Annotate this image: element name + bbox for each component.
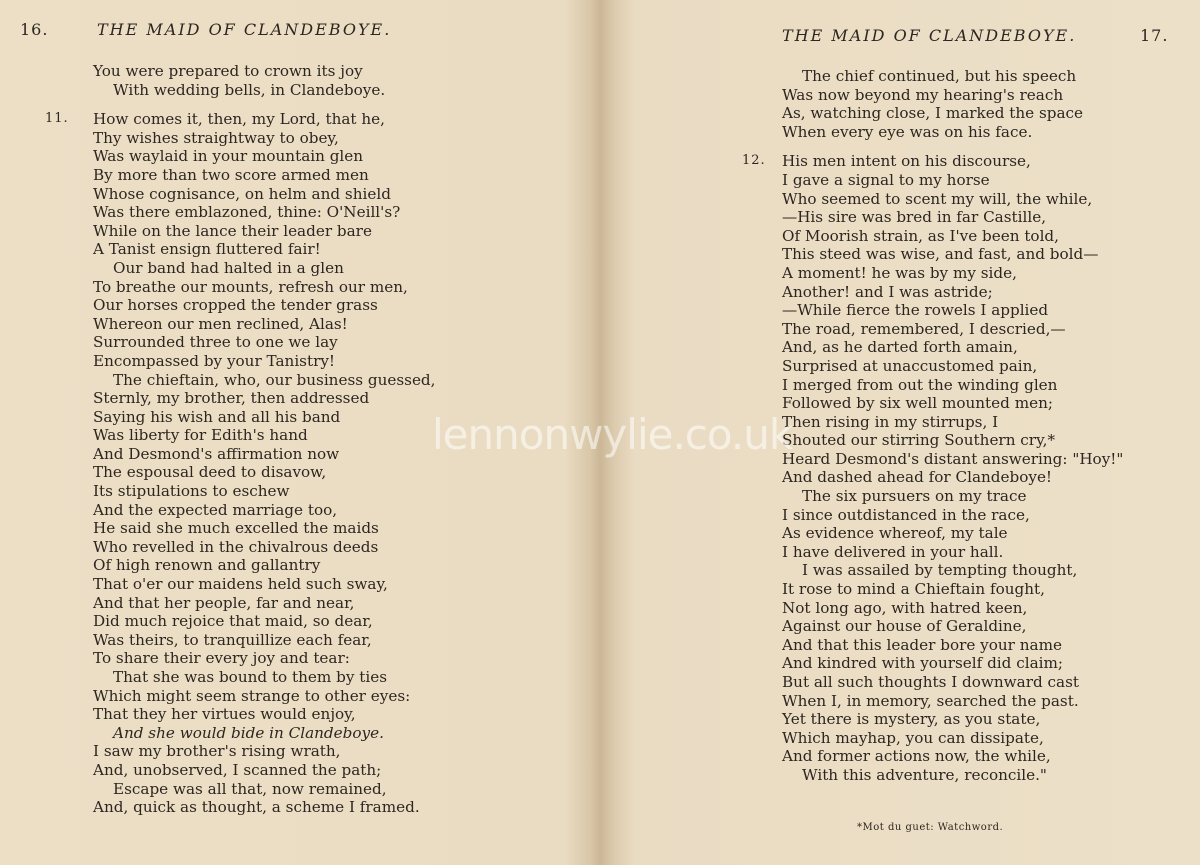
verse-text: Was waylaid in your mountain glen xyxy=(93,147,364,166)
verse-text: Surprised at unaccustomed pain, xyxy=(782,356,1038,375)
verse-line xyxy=(93,259,435,278)
verse-line xyxy=(782,208,1123,227)
verse-line xyxy=(93,426,435,445)
verse-text: Whose cognisance, on helm and shield xyxy=(93,184,391,203)
verse-text: Our band had halted in a glen xyxy=(113,258,344,277)
verse-line xyxy=(93,352,435,371)
verse-line xyxy=(782,86,1123,105)
verse-text: Then rising in my stirrups, I xyxy=(782,412,999,431)
verse-line xyxy=(782,413,1123,432)
verse-line xyxy=(782,431,1123,450)
verse-line xyxy=(93,296,435,315)
verse-line xyxy=(93,408,435,427)
verse-line xyxy=(93,129,435,148)
verse-line xyxy=(782,357,1123,376)
verse-text: Surrounded three to one we lay xyxy=(93,333,338,352)
verse-line xyxy=(782,710,1123,729)
verse-line xyxy=(93,240,435,259)
verse-line xyxy=(93,222,435,241)
verse-text: You were prepared to crown its joy xyxy=(93,62,363,80)
verse-text: Heard Desmond's distant answering: "Hoy!" xyxy=(782,449,1124,468)
running-head: THE MAID OF CLANDEBOYE. xyxy=(782,26,1077,45)
verse-line xyxy=(93,724,435,743)
verse-text: That they her virtues would enjoy, xyxy=(93,705,356,724)
verse-text: Escape was all that, now remained, xyxy=(113,779,387,798)
verse-line xyxy=(93,203,435,222)
verse-text: A moment! he was by my side, xyxy=(782,263,1017,282)
verse-line xyxy=(93,333,435,352)
verse-text: With this adventure, reconcile." xyxy=(802,765,1047,784)
verse-text: That o'er our maidens held such sway, xyxy=(93,575,388,594)
verse-line xyxy=(782,227,1123,246)
verse-line xyxy=(782,283,1123,302)
verse-text: Who revelled in the chivalrous deeds xyxy=(93,537,379,556)
verse-text: Not long ago, with hatred keen, xyxy=(782,598,1028,617)
verse-line xyxy=(93,147,435,166)
verse-text: As evidence whereof, my tale xyxy=(782,524,1008,543)
verse-text: Followed by six well mounted men; xyxy=(782,394,1053,413)
verse-text: By more than two score armed men xyxy=(93,165,369,184)
verse-text: Was now beyond my hearing's reach xyxy=(782,85,1064,104)
verse-line xyxy=(782,543,1123,562)
verse-text: Yet there is mystery, as you state, xyxy=(782,710,1041,729)
verse-line xyxy=(782,190,1123,209)
verse-text: I merged from out the winding glen xyxy=(782,375,1058,394)
verse-line xyxy=(93,463,435,482)
verse-text: The six pursuers on my trace xyxy=(802,487,1027,506)
verse-text: The chieftain, who, our business guessed, xyxy=(113,370,436,389)
stanza-number: 12. xyxy=(742,153,766,169)
verse-text: Shouted our stirring Southern cry,* xyxy=(782,431,1056,450)
verse-text: I saw my brother's rising wrath, xyxy=(93,742,341,761)
verse-text: —While fierce the rowels I applied xyxy=(782,301,1049,320)
verse-text: To breathe our mounts, refresh our men, xyxy=(93,277,408,296)
verse-line xyxy=(782,599,1123,618)
verse-text: That she was bound to them by ties xyxy=(113,668,387,686)
verse-text: Of high renown and gallantry xyxy=(93,556,321,575)
verse-text: And the expected marriage too, xyxy=(93,500,338,519)
running-head: THE MAID OF CLANDEBOYE. xyxy=(97,20,392,39)
verse-text: To share their every joy and tear: xyxy=(93,649,350,668)
verse-text: And, as he darted forth amain, xyxy=(782,338,1018,357)
verse-line xyxy=(782,320,1123,339)
verse-line xyxy=(93,538,435,557)
verse-text: He said she much excelled the maids xyxy=(93,519,379,538)
verse-line xyxy=(782,450,1123,469)
verse-text: Its stipulations to eschew xyxy=(93,482,290,501)
verse-text: The chief continued, but his speech xyxy=(802,67,1077,85)
verse-line xyxy=(782,617,1123,636)
verse-line xyxy=(93,575,435,594)
verse-text: It rose to mind a Chieftain fought, xyxy=(782,580,1045,599)
verse-text: Sternly, my brother, then addressed xyxy=(93,389,370,408)
verse-line xyxy=(45,110,435,129)
verse-text: With wedding bells, in Clandeboye. xyxy=(113,80,386,99)
verse-line xyxy=(782,468,1123,487)
verse-text: And kindred with yourself did claim; xyxy=(782,654,1064,673)
verse-line xyxy=(93,371,435,390)
verse-line xyxy=(782,171,1123,190)
verse-text: While on the lance their leader bare xyxy=(93,221,372,240)
verse-line xyxy=(782,338,1123,357)
verse-text: And, unobserved, I scanned the path; xyxy=(93,760,382,779)
verse-text: And dashed ahead for Clandeboye! xyxy=(782,468,1053,487)
verse-line xyxy=(782,394,1123,413)
verse-line xyxy=(93,166,435,185)
verse-line xyxy=(93,612,435,631)
verse-line xyxy=(93,594,435,613)
verse-line xyxy=(782,747,1123,766)
verse-line xyxy=(93,631,435,650)
verse-line xyxy=(782,561,1123,580)
stanza-number: 11. xyxy=(45,111,69,127)
verse-text: Against our house of Geraldine, xyxy=(782,617,1027,636)
verse-line xyxy=(782,123,1123,142)
verse-line xyxy=(782,245,1123,264)
verse-text: His men intent on his discourse, xyxy=(782,152,1031,171)
verse-line xyxy=(782,654,1123,673)
verse-line xyxy=(93,501,435,520)
verse-line xyxy=(93,445,435,464)
verse-line xyxy=(93,761,435,780)
verse-text: And former actions now, the while, xyxy=(782,747,1051,766)
verse-line xyxy=(93,780,435,799)
verse-text: Encompassed by your Tanistry! xyxy=(93,351,336,370)
verse-text: I gave a signal to my horse xyxy=(782,170,990,189)
verse-line xyxy=(742,152,1123,171)
verse-text: And she would bide in Clandeboye. xyxy=(113,723,384,742)
verse-line xyxy=(93,649,435,668)
verse-line xyxy=(782,376,1123,395)
verse-text: The road, remembered, I descried,— xyxy=(782,319,1066,338)
verse-text: I was assailed by tempting thought, xyxy=(802,561,1078,580)
verse-line xyxy=(93,556,435,575)
verse-text: And Desmond's affirmation now xyxy=(93,444,340,463)
verse-line xyxy=(93,389,435,408)
verse-text: Of Moorish strain, as I've been told, xyxy=(782,226,1059,245)
verse-text: Which might seem strange to other eyes: xyxy=(93,686,411,705)
verse-text: When I, in memory, searched the past. xyxy=(782,691,1079,710)
verse-text: —His sire was bred in far Castille, xyxy=(782,208,1047,227)
verse-text: This steed was wise, and fast, and bold— xyxy=(782,245,1099,264)
verse-line xyxy=(782,580,1123,599)
poem-verse xyxy=(742,67,1124,785)
page-number: 16. xyxy=(20,20,49,39)
verse-line xyxy=(93,705,435,724)
verse-line xyxy=(93,519,435,538)
watermark: lennonwylie.co.uk xyxy=(432,410,793,459)
verse-text: I have delivered in your hall. xyxy=(782,542,1004,561)
verse-line xyxy=(782,506,1123,525)
verse-line xyxy=(782,301,1123,320)
verse-line xyxy=(782,487,1123,506)
verse-line xyxy=(782,636,1123,655)
verse-text: And that this leader bore your name xyxy=(782,635,1062,654)
verse-line xyxy=(782,673,1123,692)
verse-text: Did much rejoice that maid, so dear, xyxy=(93,612,373,631)
verse-line xyxy=(782,524,1123,543)
verse-line xyxy=(782,104,1123,123)
page-number: 17. xyxy=(1140,26,1169,45)
verse-text: Was theirs, to tranquillize each fear, xyxy=(93,630,372,649)
verse-line xyxy=(93,668,435,687)
verse-text: Our horses cropped the tender grass xyxy=(93,296,378,315)
verse-line xyxy=(93,742,435,761)
verse-text: And that her people, far and near, xyxy=(93,593,355,612)
verse-line xyxy=(93,62,435,81)
verse-text: Thy wishes straightway to obey, xyxy=(93,128,339,147)
verse-line xyxy=(93,482,435,501)
verse-line xyxy=(93,798,435,817)
verse-text: And, quick as thought, a scheme I framed. xyxy=(93,798,420,817)
poem-verse xyxy=(45,62,436,817)
verse-text: A Tanist ensign fluttered fair! xyxy=(93,240,321,259)
verse-text: Whereon our men reclined, Alas! xyxy=(93,314,348,333)
verse-line xyxy=(93,185,435,204)
verse-text: Was there emblazoned, thine: O'Neill's? xyxy=(93,203,401,222)
verse-text: As, watching close, I marked the space xyxy=(782,104,1084,123)
verse-text: Another! and I was astride; xyxy=(782,282,993,301)
verse-text: But all such thoughts I downward cast xyxy=(782,673,1079,691)
verse-text: Saying his wish and all his band xyxy=(93,407,341,426)
footnote: *Mot du guet: Watchword. xyxy=(857,822,1004,833)
verse-text: Was liberty for Edith's hand xyxy=(93,426,308,445)
verse-line xyxy=(93,81,435,100)
verse-text: The espousal deed to disavow, xyxy=(93,463,327,482)
verse-line xyxy=(782,766,1123,785)
verse-line xyxy=(782,67,1123,86)
verse-line xyxy=(93,278,435,297)
verse-line xyxy=(782,692,1123,711)
verse-line xyxy=(782,729,1123,748)
verse-line xyxy=(782,264,1123,283)
verse-line xyxy=(93,687,435,706)
verse-text: Who seemed to scent my will, the while, xyxy=(782,189,1093,208)
verse-line xyxy=(93,315,435,334)
verse-text: Which mayhap, you can dissipate, xyxy=(782,728,1044,747)
verse-text: How comes it, then, my Lord, that he, xyxy=(93,110,385,129)
verse-text: When every eye was on his face. xyxy=(782,122,1033,141)
verse-text: I since outdistanced in the race, xyxy=(782,505,1030,524)
